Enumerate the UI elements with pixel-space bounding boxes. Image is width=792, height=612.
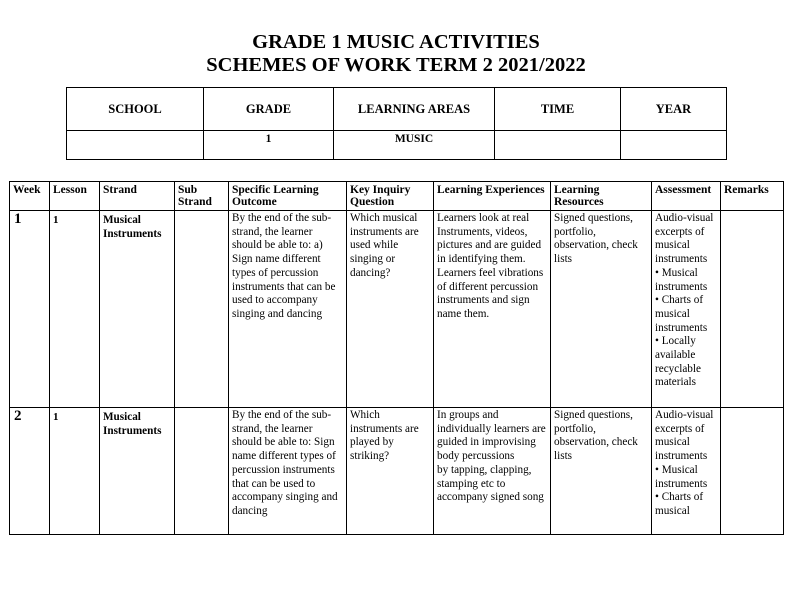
info-value-school — [67, 131, 204, 160]
lesson-cell: 1 — [50, 211, 100, 408]
header-week: Week — [10, 182, 50, 211]
resources-cell: Signed questions, portfolio, observation, check lists — [551, 211, 652, 408]
info-header-time: TIME — [495, 88, 621, 131]
info-header-row — [67, 88, 727, 131]
experience-line: Learners look at real Instruments, videos, pictures and are guided in identifying them. — [437, 212, 542, 266]
experience-line: by tapping, clapping, stamping etc to accompany signed song — [437, 463, 544, 504]
header-remarks: Remarks — [721, 182, 784, 211]
remarks-cell — [721, 408, 784, 535]
table-row — [10, 408, 784, 535]
assessment-line: • Musical instruments — [655, 463, 708, 490]
document-title: GRADE 1 MUSIC ACTIVITIES — [252, 31, 540, 53]
strand-cell: Musical Instruments — [100, 211, 175, 408]
experience-line: Learners feel vibrations of different percussion instruments and sign name them. — [437, 266, 544, 320]
info-value-grade: 1 — [204, 131, 334, 160]
resources-cell: Signed questions, portfolio, observation, check lists — [551, 408, 652, 535]
assessment-line: • Locally available recyclable materials — [655, 335, 701, 389]
header-lesson: Lesson — [50, 182, 100, 211]
table-row — [10, 211, 784, 408]
header-sub-strand: Sub Strand — [175, 182, 229, 211]
assessment-cell — [652, 211, 721, 408]
sub-strand-cell — [175, 408, 229, 535]
strand-cell: Musical Instruments — [100, 408, 175, 535]
remarks-cell — [721, 211, 784, 408]
experience-line: In groups and individually learners are guided in improvising body percussions — [437, 409, 546, 463]
outcome-cell: By the end of the sub-strand, the learner should be able to: Sign name different types of percussion instruments that can be used to accompany singing and dancing — [229, 408, 347, 535]
experiences-cell — [434, 408, 551, 535]
header-learning-resources: Learning Resources — [551, 182, 652, 211]
experiences-cell — [434, 211, 551, 408]
assessment-line: • Musical instruments — [655, 266, 708, 293]
info-header-learning-areas: LEARNING AREAS — [334, 88, 495, 131]
header-assessment: Assessment — [652, 182, 721, 211]
info-value-year — [621, 131, 727, 160]
scheme-of-work-table — [9, 181, 784, 535]
header-specific-learning-outcome: Specific Learning Outcome — [229, 182, 347, 211]
week-cell: 2 — [10, 408, 50, 535]
header-key-inquiry-question: Key Inquiry Question — [347, 182, 434, 211]
assessment-cell — [652, 408, 721, 535]
sub-strand-cell — [175, 211, 229, 408]
document-subtitle: SCHEMES OF WORK TERM 2 2021/2022 — [206, 54, 586, 76]
lesson-cell: 1 — [50, 408, 100, 535]
question-cell: Which instruments are played by striking? — [347, 408, 434, 535]
info-header-school: SCHOOL — [67, 88, 204, 131]
info-value-learning-area: MUSIC — [334, 131, 495, 160]
assessment-line: • Charts of musical instruments — [655, 294, 708, 334]
header-strand: Strand — [100, 182, 175, 211]
scheme-header-row — [10, 182, 784, 211]
info-table — [66, 87, 727, 160]
info-header-grade: GRADE — [204, 88, 334, 131]
week-cell: 1 — [10, 211, 50, 408]
assessment-line: • Charts of musical — [655, 491, 704, 517]
header-learning-experiences: Learning Experiences — [434, 182, 551, 211]
info-header-year: YEAR — [621, 88, 727, 131]
outcome-cell: By the end of the sub-strand, the learner should be able to: a) Sign name different types of percussion instruments that can be used to accompany singing and dancing — [229, 211, 347, 408]
question-cell: Which musical instruments are used while singing or dancing? — [347, 211, 434, 408]
assessment-line: Audio-visual excerpts of musical instruments — [655, 212, 714, 266]
info-value-time — [495, 131, 621, 160]
assessment-line: Audio-visual excerpts of musical instruments — [655, 409, 714, 463]
info-value-row — [67, 131, 727, 160]
